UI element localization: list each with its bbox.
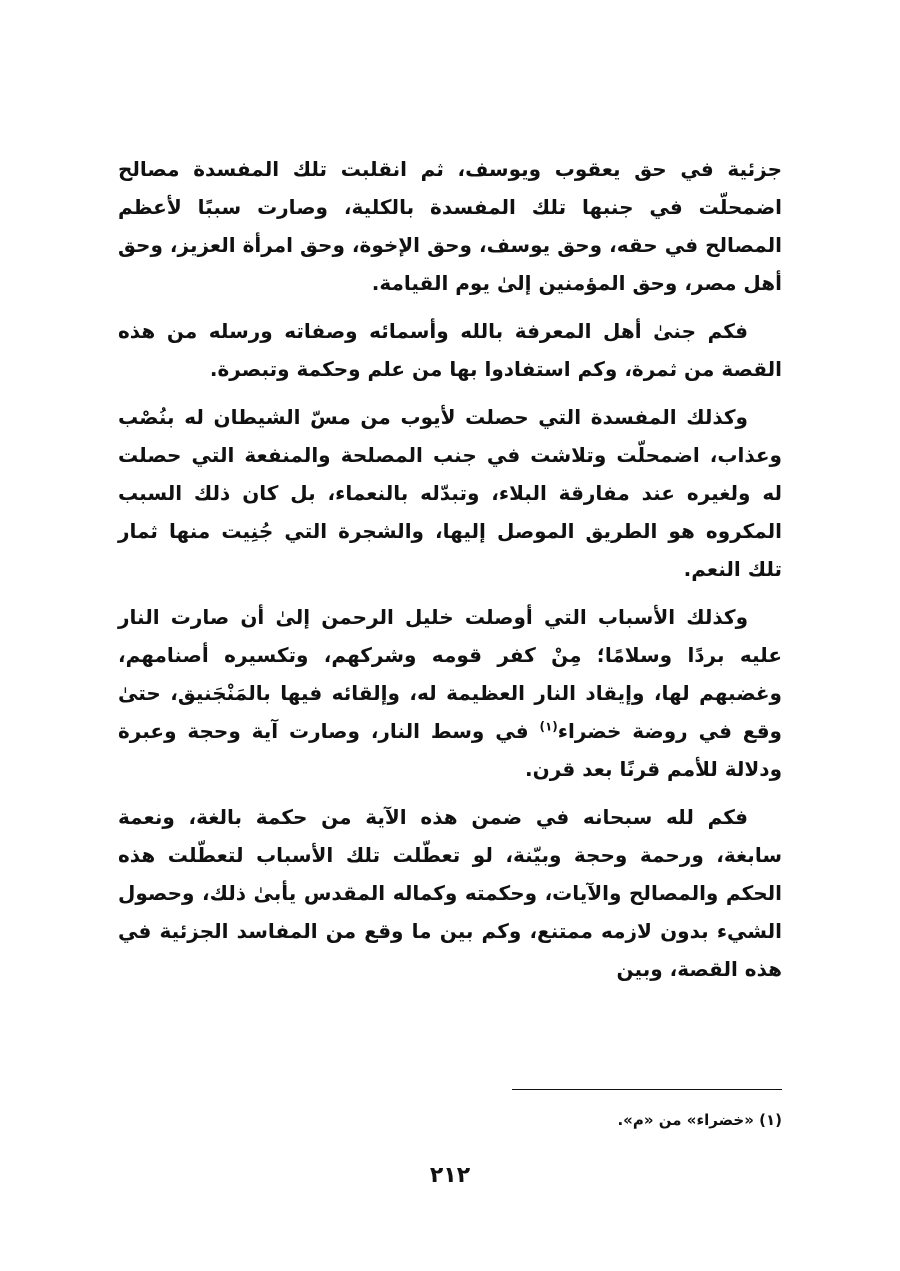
paragraph-5: فكم لله سبحانه في ضمن هذه الآية من حكمة بالغة، ونعمة سابغة، ورحمة وحجة وبيّنة، لو تعطّلت تلك الأسباب لتعطّلت هذه الحكم والمصالح والآيات، وحكمته وكماله المقدس يأبىٰ ذلك، وحصول الشيء بدون لازمه ممتنع، وكم بين ما وقع من المفاسد الجزئية في هذه القصة، وبين [118, 805, 782, 981]
paragraph-2: فكم جنىٰ أهل المعرفة بالله وأسمائه وصفاته ورسله من هذه القصة من ثمرة، وكم استفادوا بها من علم وحكمة وتبصرة. [118, 319, 782, 381]
paragraph-4 [118, 598, 782, 788]
footnote-reference[interactable]: (١) [539, 719, 558, 734]
footnote-divider [512, 1089, 782, 1090]
paragraph-4-text-before: وكذلك الأسباب التي أوصلت خليل الرحمن إلىٰ أن صارت النار عليه بردًا وسلامًا؛ مِنْ كفر قومه وشركهم، وتكسيره أصنامهم، وغضبهم لها، وإيقاد النار العظيمة له، وإلقائه فيها بالمَنْجَنيق، حتىٰ وقع في روضة خضراء [118, 605, 782, 743]
main-text-block [118, 150, 782, 998]
paragraph-1: جزئية في حق يعقوب ويوسف، ثم انقلبت تلك المفسدة مصالح اضمحلّت في جنبها تلك المفسدة بالكلية، وصارت سببًا لأعظم المصالح في حقه، وحق يوسف، وحق الإخوة، وحق امرأة العزيز، وحق أهل مصر، وحق المؤمنين إلىٰ يوم القيامة. [118, 157, 782, 295]
paragraph-3: وكذلك المفسدة التي حصلت لأيوب من مسّ الشيطان له بنُصْب وعذاب، اضمحلّت وتلاشت في جنب المصلحة والمنفعة التي حصلت له ولغيره عند مفارقة البلاء، وتبدّله بالنعماء، بل كان ذلك السبب المكروه هو الطريق الموصل إليها، والشجرة التي جُنِيت منها ثمار تلك النعم. [118, 405, 782, 581]
page-number: ٢١٢ [429, 1163, 471, 1188]
footnote: (١) «خضراء» من «م». [617, 1111, 782, 1129]
paragraph-4-text-after: في وسط النار، وصارت آية وحجة وعبرة ودلالة للأمم قرنًا بعد قرن. [118, 719, 782, 781]
